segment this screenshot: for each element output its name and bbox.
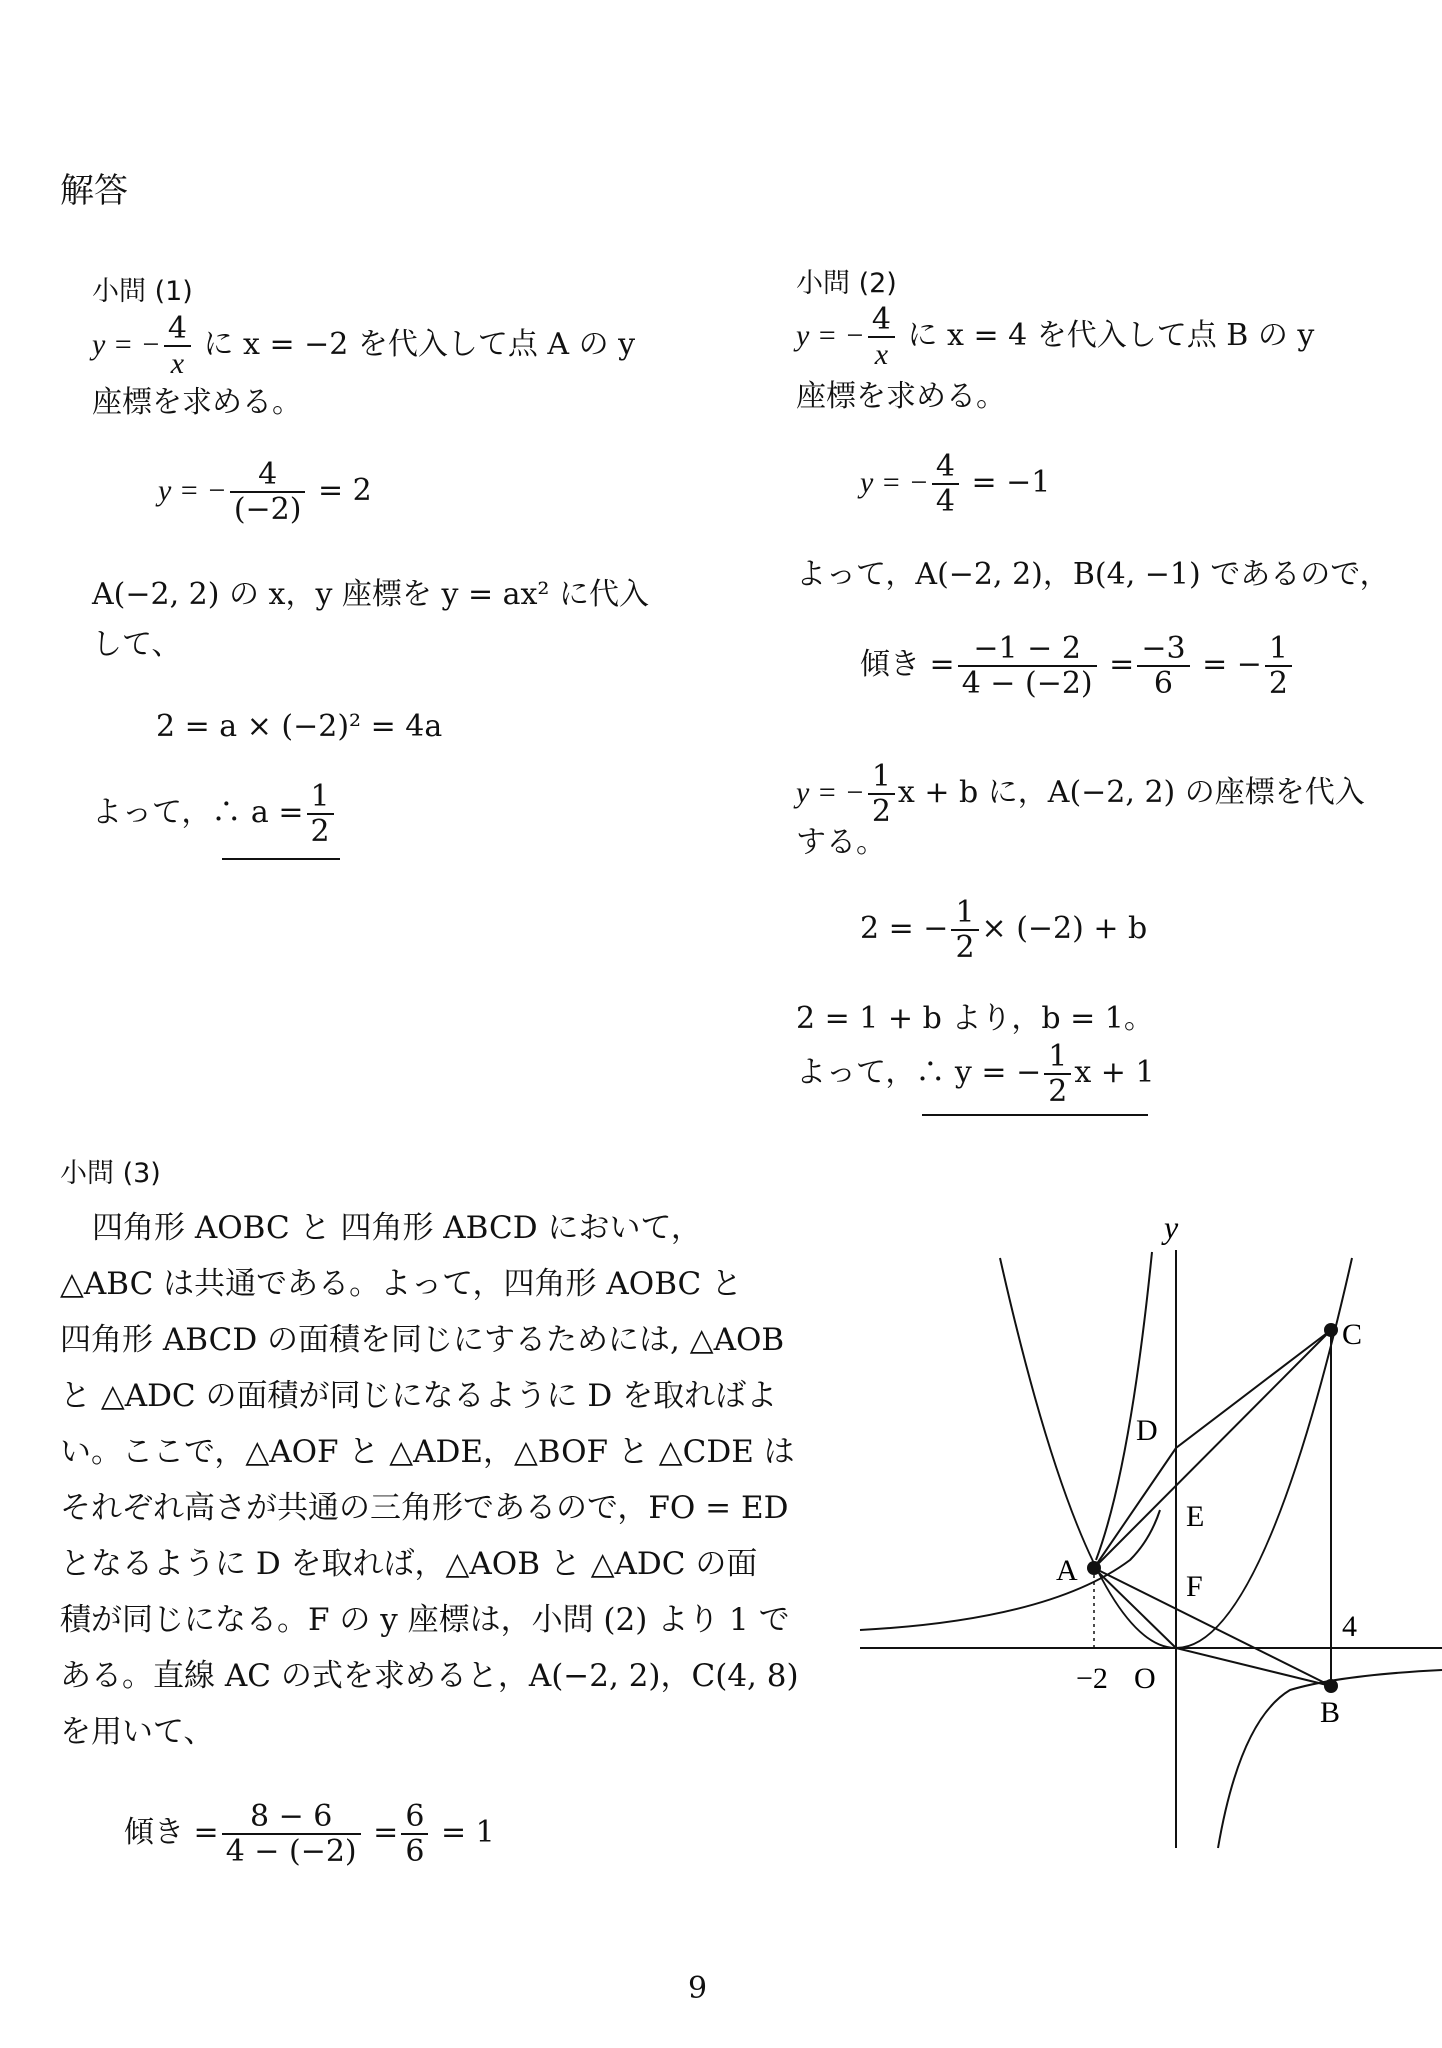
point-label-f: F bbox=[1186, 1570, 1203, 1603]
fraction: $\frac{1}{2}$ bbox=[868, 760, 895, 828]
point-label-d: D bbox=[1136, 1414, 1158, 1447]
q3-title: 小問 (3) bbox=[60, 1158, 161, 1189]
q1-equation-2: 2 = a × (−2)² = 4a bbox=[156, 709, 443, 744]
q1-answer: よって，∴ a = $\frac{1}{2}$ bbox=[92, 780, 337, 848]
fraction: $\frac{4}{4}$ bbox=[932, 450, 959, 518]
q2-slope: 傾き = $\frac{-1 - 2}{4 - (-2)}$ = $\frac{-3}{6}$ = − $\frac{1}{2}$ bbox=[860, 632, 1295, 700]
point-c bbox=[1324, 1323, 1338, 1337]
q3-slope: 傾き = $\frac{8 - 6}{4 - (-2)}$ = $\frac{6}{6}$ = 1 bbox=[124, 1799, 495, 1869]
q3-line: 四角形 AOBC と 四角形 ABCD において， bbox=[92, 1210, 702, 1246]
point-label-b: B bbox=[1320, 1696, 1341, 1729]
q2-line3: よって，A(−2, 2)，B(4, −1) であるので， bbox=[796, 557, 1390, 592]
fraction: $\frac{4}{x}$ bbox=[164, 312, 191, 380]
page-heading: 解答 bbox=[60, 171, 128, 211]
line-ab bbox=[1094, 1568, 1331, 1686]
fraction: $\frac{-3}{6}$ bbox=[1137, 632, 1189, 700]
q2-line1: y = − $\frac{4}{x}$ に x = 4 を代入して点 B の y bbox=[796, 302, 1315, 371]
q3-line: となるように D を取れば，△AOB と △ADC の面 bbox=[60, 1546, 758, 1582]
q2-line5: する。 bbox=[796, 825, 886, 860]
page-number: 9 bbox=[688, 1971, 708, 2006]
hyperbola-left bbox=[860, 1510, 1160, 1630]
q3-line: 積が同じになる。F の y 座標は，小問 (2) より 1 で bbox=[60, 1602, 790, 1638]
origin-label: O bbox=[1134, 1662, 1156, 1695]
q1-line2: 座標を求める。 bbox=[92, 385, 302, 420]
q2-answer-underline bbox=[922, 1114, 1148, 1116]
q3-line: △ABC は共通である。よって，四角形 AOBC と bbox=[60, 1266, 743, 1302]
q1-title: 小問 (1) bbox=[92, 276, 193, 307]
line-ao bbox=[1094, 1568, 1176, 1648]
point-a bbox=[1087, 1561, 1101, 1575]
q3-line: と △ADC の面積が同じになるように D を取ればよ bbox=[60, 1378, 778, 1414]
q3-line: 四角形 ABCD の面積を同じにするためには, △AOB bbox=[60, 1322, 785, 1358]
tick-label-neg2: −2 bbox=[1076, 1662, 1108, 1695]
y-axis-label: y bbox=[1164, 1209, 1179, 1245]
q1-answer-underline bbox=[222, 858, 340, 860]
q2-equation-2: 2 = − $\frac{1}{2}$ × (−2) + b bbox=[860, 895, 1148, 965]
q2-line6: 2 = 1 + b より，b = 1。 bbox=[796, 1001, 1154, 1036]
q3-paragraph bbox=[60, 1200, 800, 1760]
fraction: $\frac{1}{2}$ bbox=[1044, 1040, 1071, 1108]
fraction: $\frac{6}{6}$ bbox=[401, 1800, 428, 1868]
line-ob bbox=[1176, 1648, 1331, 1686]
q1-equation-1: y = − $\frac{4}{(-2)}$ = 2 bbox=[158, 457, 372, 527]
q2-line2: 座標を求める。 bbox=[796, 379, 1006, 414]
q3-line: それぞれ高さが共通の三角形であるので，FO = ED bbox=[60, 1490, 789, 1526]
q3-line: い。ここで，△AOF と △ADE，△BOF と △CDE は bbox=[60, 1434, 795, 1470]
q3-line: ある。直線 AC の式を求めると，A(−2, 2)，C(4, 8) bbox=[60, 1658, 799, 1694]
fraction: $\frac{4}{x}$ bbox=[868, 303, 895, 371]
fraction: $\frac{1}{2}$ bbox=[307, 780, 334, 848]
q2-equation-1: y = − $\frac{4}{4}$ = −1 bbox=[860, 449, 1051, 519]
fraction: $\frac{1}{2}$ bbox=[951, 896, 978, 964]
fraction: $\frac{4}{(-2)}$ bbox=[230, 458, 306, 526]
fraction: $\frac{-1 - 2}{4 - (-2)}$ bbox=[958, 632, 1097, 700]
point-b bbox=[1324, 1679, 1338, 1693]
q1-line4: して、 bbox=[92, 627, 182, 662]
tick-label-4: 4 bbox=[1342, 1610, 1357, 1643]
q2-title: 小問 (2) bbox=[796, 268, 897, 299]
q1-line1: y = − $\frac{4}{x}$ に x = −2 を代入して点 A の y bbox=[92, 311, 636, 380]
q2-answer: よって，∴ y = − $\frac{1}{2}$ x + 1 bbox=[796, 1039, 1155, 1109]
q3-line: を用いて、 bbox=[60, 1714, 215, 1750]
fraction: $\frac{8 - 6}{4 - (-2)}$ bbox=[222, 1800, 361, 1868]
point-label-a: A bbox=[1056, 1554, 1078, 1587]
curve-through-d bbox=[1096, 1252, 1152, 1560]
fraction: $\frac{1}{2}$ bbox=[1265, 632, 1292, 700]
q2-line4: y = − $\frac{1}{2}$ x + b に，A(−2, 2) の座標を代入 bbox=[796, 759, 1365, 829]
graph-figure bbox=[858, 1196, 1442, 1858]
point-label-c: C bbox=[1342, 1318, 1363, 1351]
q1-line3: A(−2, 2) の x，y 座標を y = ax² に代入 bbox=[92, 577, 649, 612]
point-label-e: E bbox=[1186, 1500, 1205, 1533]
line-ac bbox=[1094, 1330, 1331, 1568]
